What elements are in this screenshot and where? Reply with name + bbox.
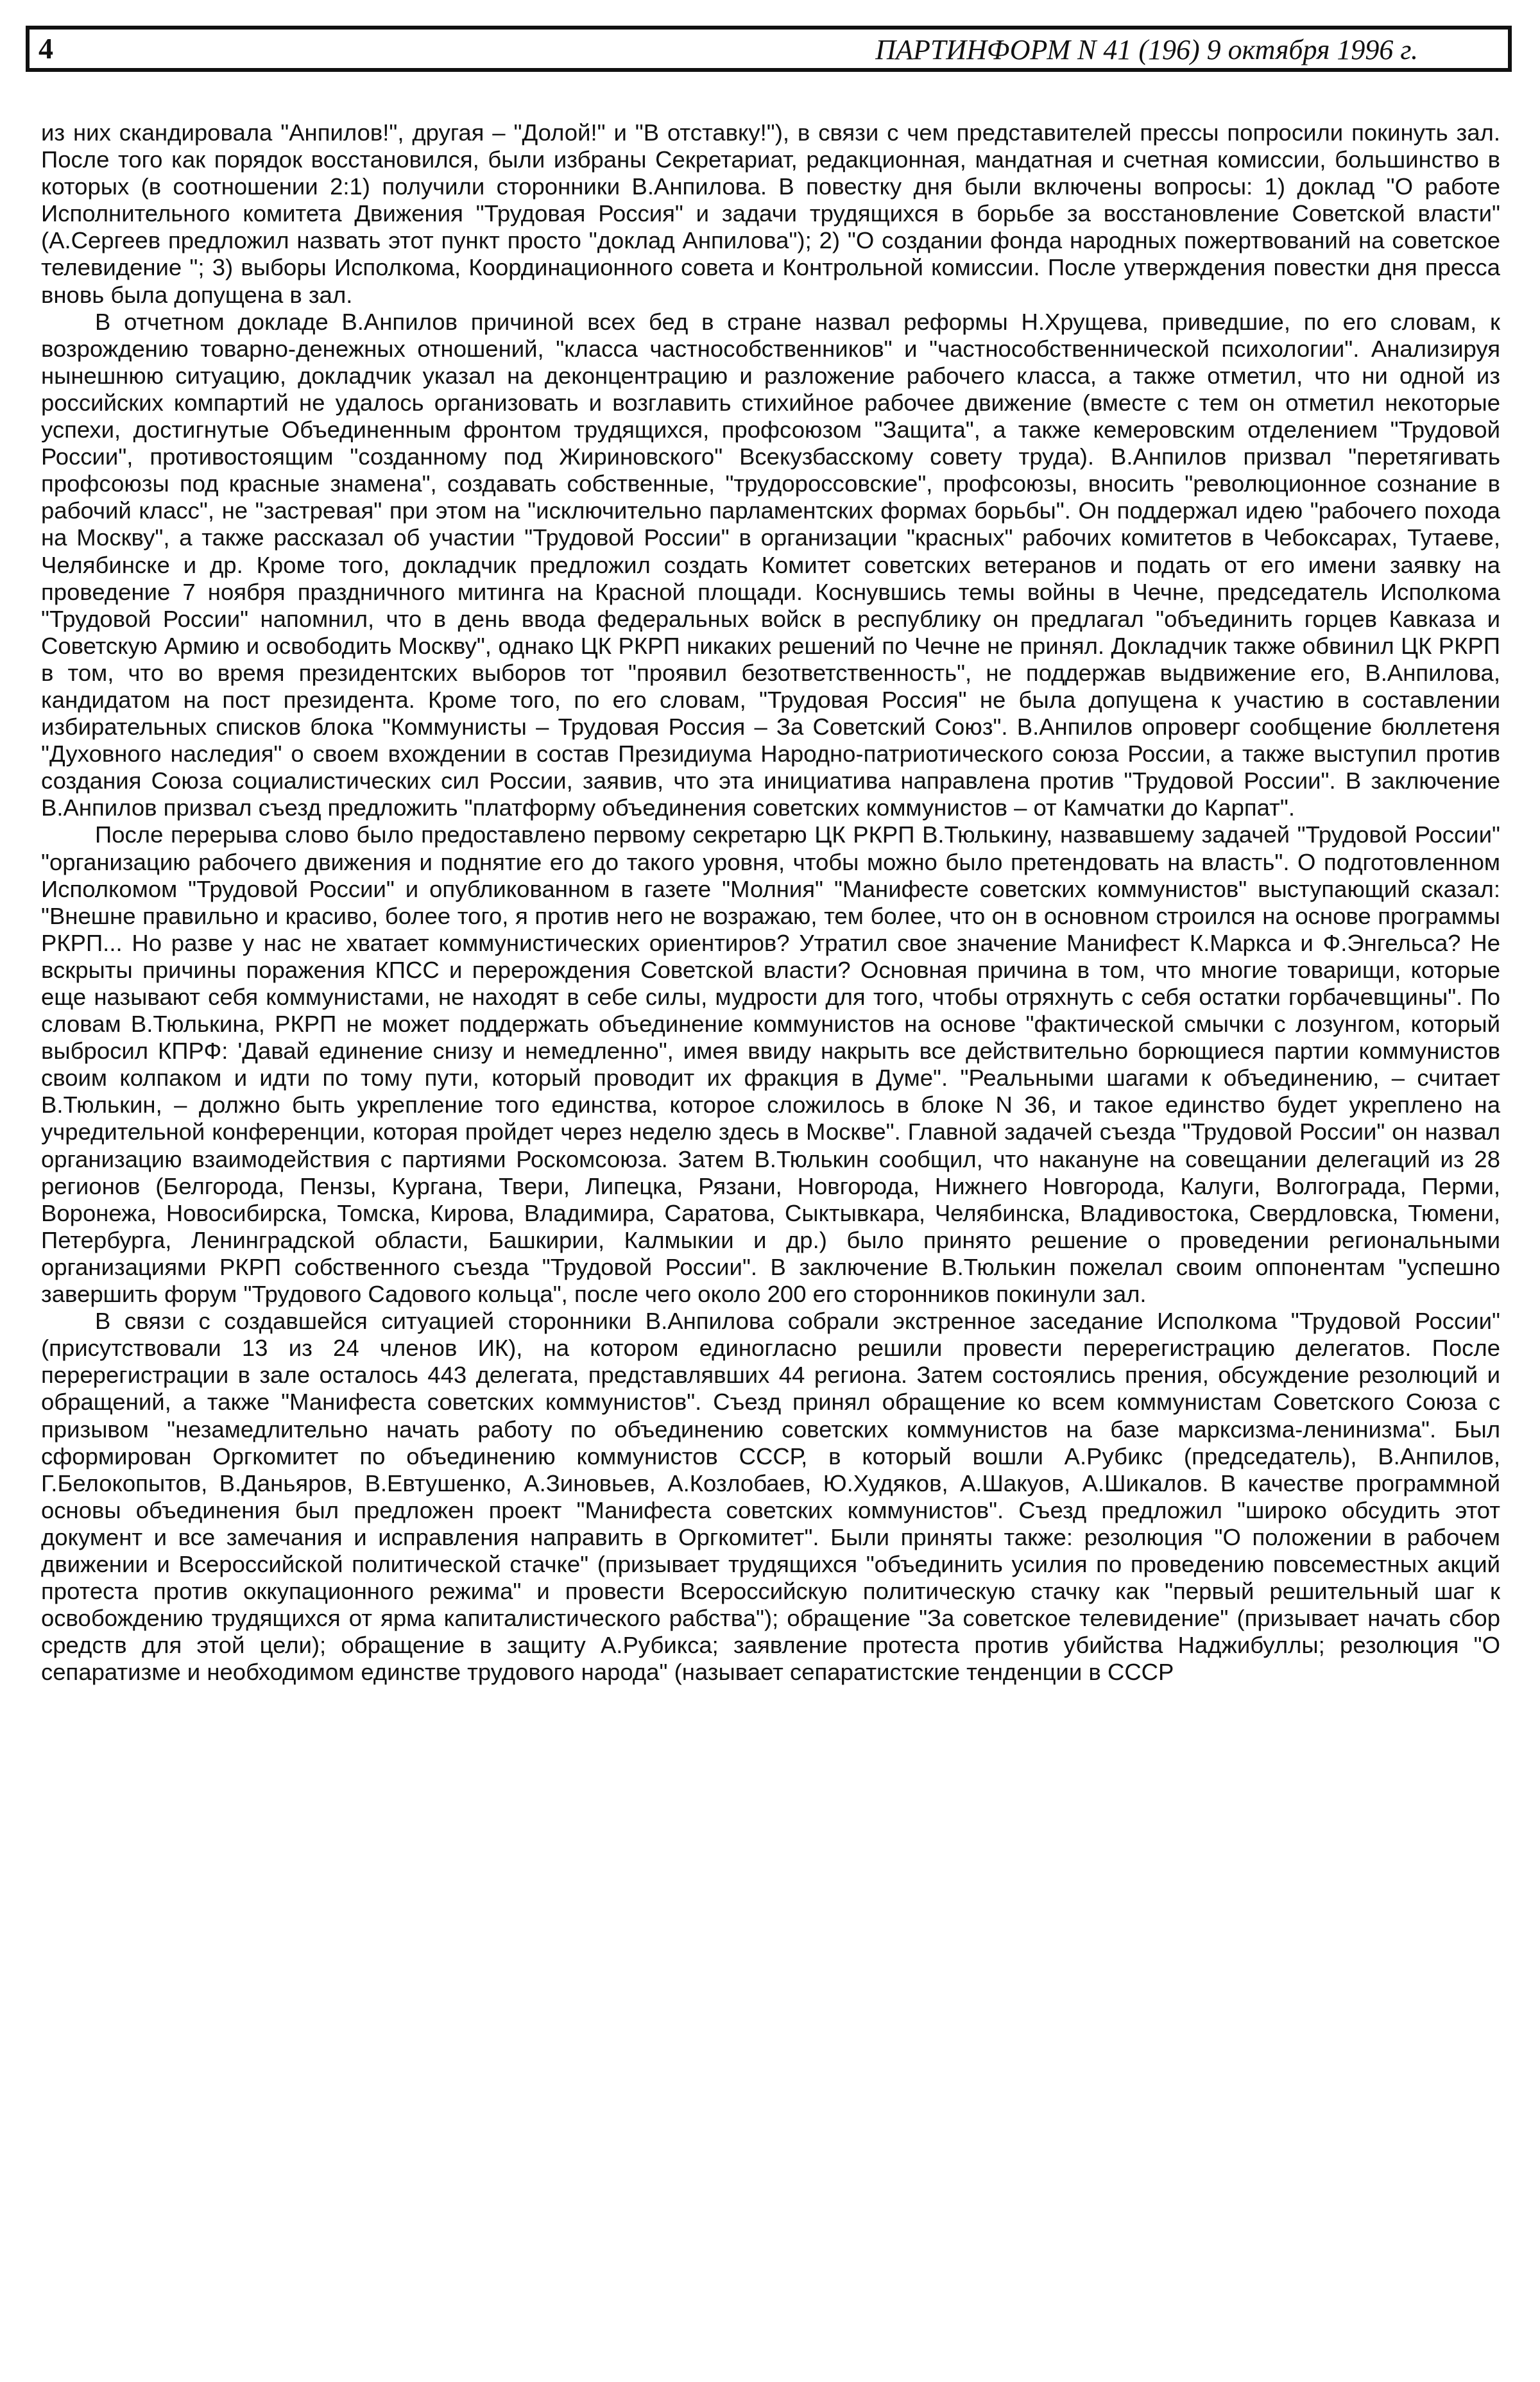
paragraph-continuation: из них скандировала "Анпилов!", другая – "Долой!" и "В отставку!"), в связи с чем представителей прессы попросили покинуть зал. После того как порядок восстановился, были избраны Секретариат, редакционная, мандатная и счетная комиссии, большинство в которых (в соотношении 2:1) получили сторонники В.Анпилова. В повестку дня были включены вопросы: 1) доклад "О работе Исполнительного комитета Движения "Трудовая Россия" и задачи трудящихся в борьбе за восстановление Советской власти" (А.Сергеев предложил назвать этот пункт просто "доклад Анпилова"); 2) "О создании фонда народных пожертвований на советское телевидение "; 3) выборы Исполкома, Координационного совета и Контрольной комиссии. После утверждения повестки дня пресса вновь была допущена в зал. [41, 119, 1500, 308]
issue-title: ПАРТИНФОРМ N 41 (196) 9 октября 1996 г. [875, 34, 1418, 65]
page-header [26, 26, 1512, 72]
paragraph-anpilov-report: В отчетном докладе В.Анпилов причиной всех бед в стране назвал реформы Н.Хрущева, приведшие, по его словам, к возрождению товарно-денежных отношений, "класса частнособственников" и "частнособственнической психологии". Анализируя нынешнюю ситуацию, докладчик указал на деконцентрацию и разложение рабочего класса, а также отметил, что ни одной из российских компартий не удалось организовать и возглавить стихийное рабочее движение (вместе с тем он отметил некоторые успехи, достигнутые Объединенным фронтом трудящихся, профсоюзом "Защита", а также кемеровским отделением "Трудовой России", противостоящим "созданному под Жириновского" Всекузбасскому совету труда). В.Анпилов призвал "перетягивать профсоюзы под красные знамена", создавать собственные, "трудороссовские", профсоюзы, вносить "революционное сознание в рабочий класс", не "застревая" при этом на "исключительно парламентских формах борьбы". Он поддержал идею "рабочего похода на Москву", а также рассказал об участии "Трудовой России" в организации "красных" рабочих комитетов в Чебоксарах, Тутаеве, Челябинске и др. Кроме того, докладчик предложил создать Комитет советских ветеранов и подать от его имени заявку на проведение 7 ноября праздничного митинга на Красной площади. Коснувшись темы войны в Чечне, председатель Исполкома "Трудовой России" напомнил, что в день ввода федеральных войск в республику он предлагал "объединить горцев Кавказа и Советскую Армию и освободить Москву", однако ЦК РКРП никаких решений по Чечне не принял. Докладчик также обвинил ЦК РКРП в том, что во время президентских выборов тот "проявил безответственность", не поддержав выдвижение его, В.Анпилова, кандидатом на пост президента. Кроме того, по его словам, "Трудовая Россия" не была допущена к участию в составлении избирательных списков блока "Коммунисты – Трудовая Россия – За Советский Союз". В.Анпилов опроверг сообщение бюллетеня "Духовного наследия" о своем вхождении в состав Президиума Народно-патриотического союза России, а также выступил против создания Союза социалистических сил России, заявив, что эта инициатива направлена против "Трудовой России". В заключение В.Анпилов призвал съезд предложить "платформу объединения советских коммунистов – от Камчатки до Карпат". [41, 308, 1500, 821]
paragraph-emergency-session: В связи с создавшейся ситуацией сторонники В.Анпилова собрали экстренное заседание Исполкома "Трудовой России" (присутствовали 13 из 24 членов ИК), на котором единогласно решили провести перерегистрацию делегатов. После перерегистрации в зале осталось 443 делегата, представлявших 44 региона. Затем состоялись прения, обсуждение резолюций и обращений, а также "Манифеста советских коммунистов". Съезд принял обращение ко всем коммунистам Советского Союза с призывом "незамедлительно начать работу по объединению советских коммунистов на базе марксизма-ленинизма". Был сформирован Оргкомитет по объединению коммунистов СССР, в который вошли А.Рубикс (председатель), В.Анпилов, Г.Белокопытов, В.Даньяров, В.Евтушенко, А.Зиновьев, А.Козлобаев, Ю.Худяков, А.Шакуов, А.Шикалов. В качестве программной основы объединения был предложен проект "Манифеста советских коммунистов". Съезд предложил "широко обсудить этот документ и все замечания и исправления направить в Оргкомитет". Были приняты также: резолюция "О положении в рабочем движении и Всероссийской политической стачке" (призывает трудящихся "объединить усилия по проведению повсеместных акций протеста против оккупационного режима" и провести Всероссийскую политическую стачку как "первый решительный шаг к освобождению трудящихся от ярма капиталистического рабства"); обращение "За советское телевидение" (призывает начать сбор средств для этой цели); обращение в защиту А.Рубикса; заявление протеста против убийства Наджибуллы; резолюция "О сепаратизме и необходимом единстве трудового народа" (называет сепаратистские тенденции в СССР [41, 1308, 1500, 1686]
article-body [41, 119, 1500, 1686]
page-number: 4 [38, 32, 53, 65]
paragraph-tyulkin-speech: После перерыва слово было предоставлено первому секретарю ЦК РКРП В.Тюлькину, назвавшему задачей "Трудовой России" "организацию рабочего движения и поднятие его до такого уровня, чтобы можно было претендовать на власть". О подготовленном Исполкомом "Трудовой России" и опубликованном в газете "Молния" "Манифесте советских коммунистов" выступающий сказал: "Внешне правильно и красиво, более того, я против него не возражаю, тем более, что он в основном строился на основе программы РКРП... Но разве у нас не хватает коммунистических ориентиров? Утратил свое значение Манифест К.Маркса и Ф.Энгельса? Не вскрыты причины поражения КПСС и перерождения Советской власти? Основная причина в том, что многие товарищи, которые еще называют себя коммунистами, не находят в себе силы, мудрости для того, чтобы отряхнуть с себя остатки горбачевщины". По словам В.Тюлькина, РКРП не может поддержать объединение коммунистов на основе "фактической смычки с лозунгом, который выбросил КПРФ: 'Давай единение снизу и немедленно", имея ввиду накрыть все действительно борющиеся партии коммунистов своим колпаком и идти по тому пути, который проводит их фракция в Думе". "Реальными шагами к объединению, – считает В.Тюлькин, – должно быть укрепление того единства, которое сложилось в блоке N 36, и такое единство будет укреплено на учредительной конференции, которая пройдет через неделю здесь в Москве". Главной задачей съезда "Трудовой России" он назвал организацию взаимодействия с партиями Роскомсоюза. Затем В.Тюлькин сообщил, что накануне на совещании делегаций из 28 регионов (Белгорода, Пензы, Кургана, Твери, Липецка, Рязани, Новгорода, Нижнего Новгорода, Калуги, Волгограда, Перми, Воронежа, Новосибирска, Томска, Кирова, Владимира, Саратова, Сыктывкара, Челябинска, Владивостока, Свердловска, Тюмени, Петербурга, Ленинградской области, Башкирии, Калмыкии и др.) было принято решение о проведении региональными организациями РКРП собственного съезда "Трудовой России". В заключение В.Тюлькин пожелал своим оппонентам "успешно завершить форум "Трудового Садового кольца", после чего около 200 его сторонников покинули зал. [41, 821, 1500, 1308]
